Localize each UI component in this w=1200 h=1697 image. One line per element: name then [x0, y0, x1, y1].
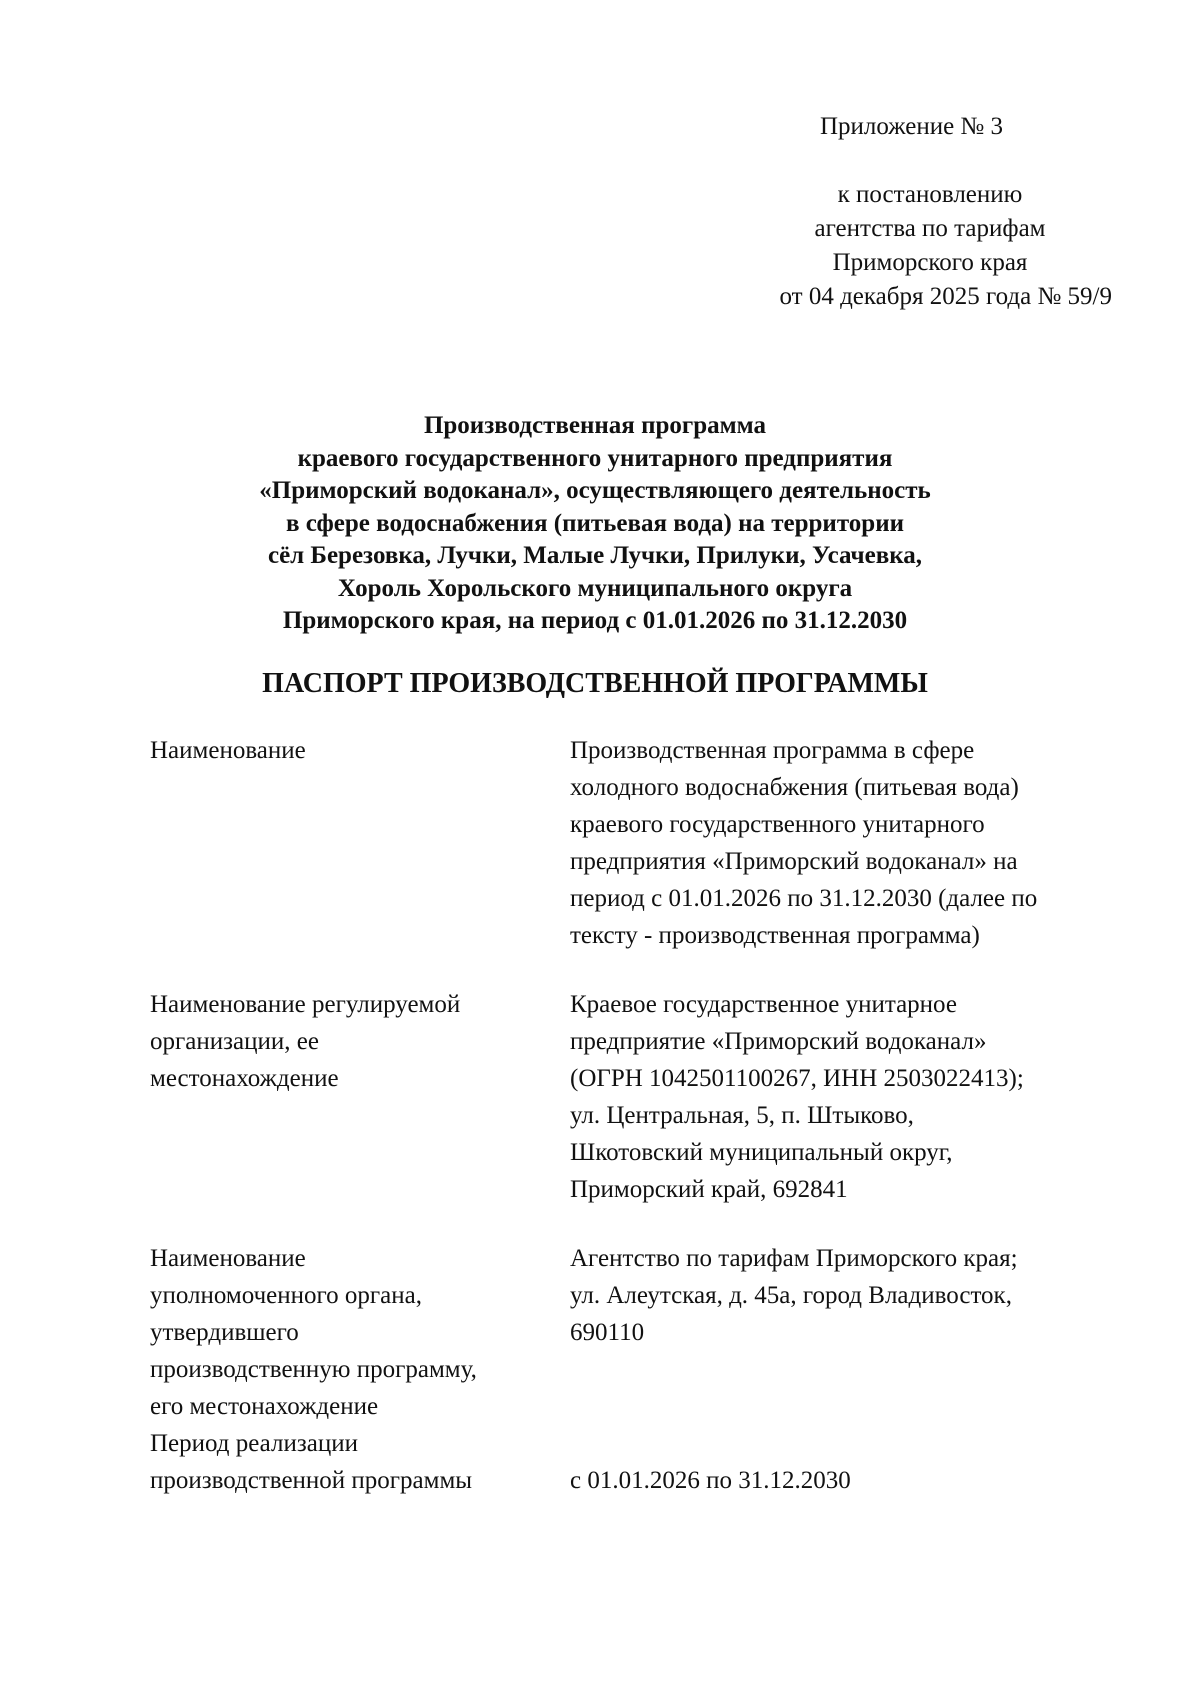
title-line: в сфере водоснабжения (питьевая вода) на территории [285, 509, 905, 537]
appendix-to-line: к постановлению [837, 181, 1023, 208]
value-line: 690110 [570, 1319, 645, 1346]
passport-label [150, 1425, 550, 1499]
value-line: предприятие «Приморский водоканал» [570, 1028, 987, 1055]
passport-label [150, 1240, 550, 1425]
document-title [150, 410, 1040, 638]
label-line: Период реализации [150, 1430, 358, 1457]
value-line: Производственная программа в сфере [570, 737, 975, 764]
value-line: Агентство по тарифам Приморского края; [570, 1245, 1018, 1272]
appendix-reference [720, 178, 1140, 314]
label-line: производственную программу, [150, 1356, 477, 1383]
value-line: Шкотовский муниципальный округ, [570, 1139, 953, 1166]
label-line: утвердившего [150, 1319, 299, 1346]
title-line: сёл Березовка, Лучки, Малые Лучки, Прилуки, Усачевка, [267, 542, 923, 569]
appendix-to-line: от 04 декабря 2025 года № 59/9 [779, 283, 1112, 310]
label-line: уполномоченного органа, [150, 1282, 422, 1309]
passport-value [570, 986, 1090, 1208]
value-line: с 01.01.2026 по 31.12.2030 [570, 1467, 851, 1494]
label-line: Наименование регулируемой [150, 991, 461, 1018]
passport-value [570, 732, 1090, 954]
label-line: его местонахождение [150, 1393, 379, 1420]
value-line: предприятия «Приморский водоканал» на [570, 848, 1018, 875]
value-line: период с 01.01.2026 по 31.12.2030 (далее по [570, 885, 1038, 912]
value-line: Приморский край, 692841 [570, 1176, 848, 1203]
appendix-to-line: Приморского края [832, 249, 1028, 276]
appendix-to-line: агентства по тарифам [814, 215, 1046, 242]
passport-label [150, 986, 550, 1097]
title-line: Хороль Хорольского муниципального округа [337, 574, 853, 602]
label-line: организации, ее [150, 1028, 319, 1055]
label-line: местонахождение [150, 1065, 339, 1092]
value-line: (ОГРН 1042501100267, ИНН 2503022413); [570, 1065, 1024, 1092]
value-line: Краевое государственное унитарное [570, 991, 957, 1018]
value-line: ул. Алеутская, д. 45а, город Владивосток, [570, 1282, 1012, 1309]
title-line: Производственная программа [423, 412, 767, 439]
label-line: Наименование [150, 1245, 306, 1272]
title-line: «Приморский водоканал», осуществляющего деятельность [259, 477, 931, 504]
title-line: Приморского края, на период с 01.01.2026 по 31.12.2030 [282, 607, 908, 634]
passport-value [570, 1240, 1090, 1351]
passport-label [150, 732, 550, 769]
value-line: ул. Центральная, 5, п. Штыково, [570, 1102, 914, 1129]
passport-value [570, 1462, 1090, 1499]
passport-heading: ПАСПОРТ ПРОИЗВОДСТВЕННОЙ ПРОГРАММЫ [262, 668, 928, 699]
value-line: тексту - производственная программа) [570, 922, 980, 949]
value-line: краевого государственного унитарного [570, 811, 985, 838]
appendix-number: Приложение № 3 [820, 113, 1004, 140]
value-line: холодного водоснабжения (питьевая вода) [570, 774, 1019, 801]
title-line: краевого государственного унитарного предприятия [297, 444, 893, 472]
label-line: Наименование [150, 737, 306, 764]
label-line: производственной программы [150, 1467, 473, 1494]
